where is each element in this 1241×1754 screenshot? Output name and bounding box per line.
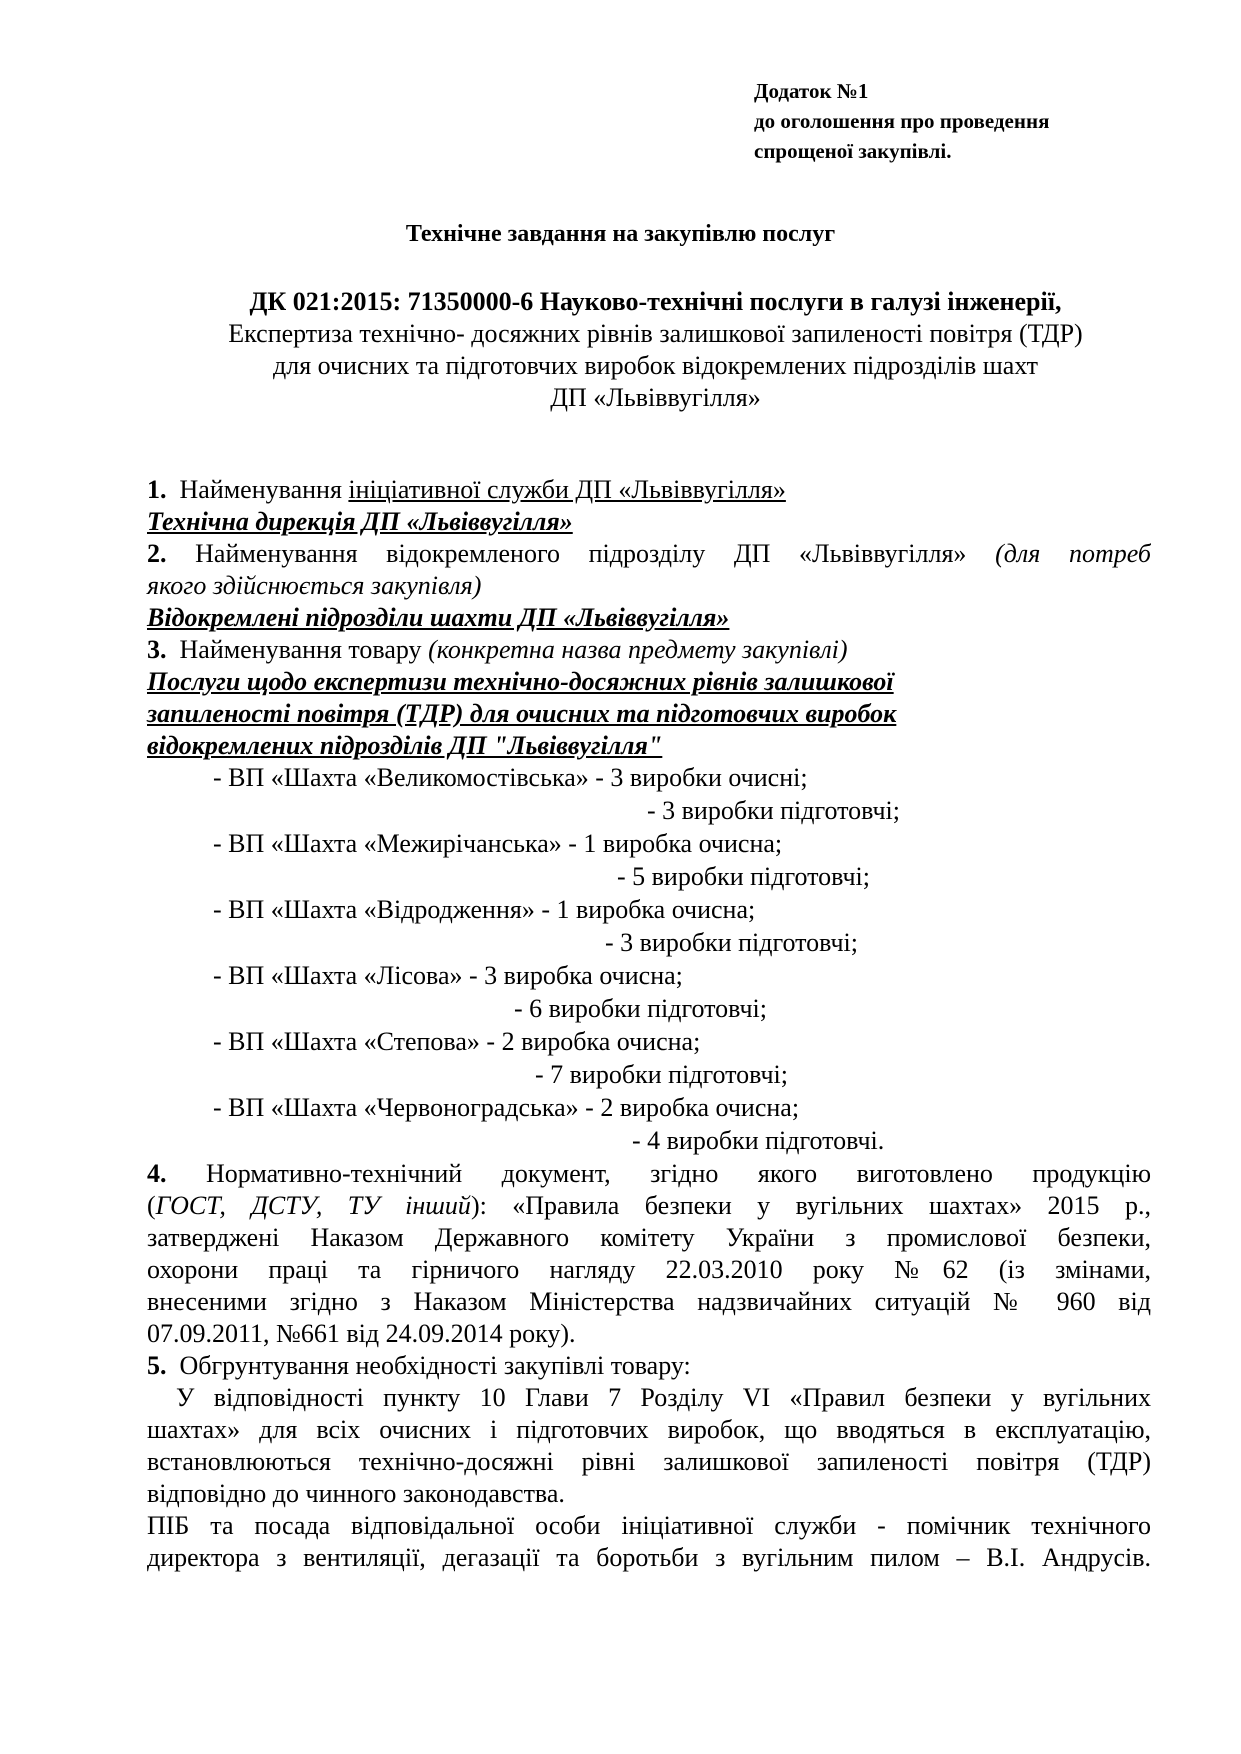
shaft-item — [213, 828, 1151, 894]
section-3-note: (конкретна назва предмету закупівлі) — [428, 635, 848, 664]
section-4-paren: ( — [147, 1191, 156, 1220]
section-3-value-line-3: відокремлених підрозділів ДП "Львіввугілля" — [147, 731, 663, 760]
shaft-item — [213, 894, 1151, 960]
section-5-line-4: відповідно до чинного законодавства. — [147, 1479, 565, 1508]
dk-line-4: ДП «Львіввугілля» — [550, 383, 761, 412]
shaft-item-cleaning: - ВП «Шахта «Степова» - 2 виробка очисна; — [213, 1027, 701, 1056]
section-5-line-2: шахтах» для всіх очисних і підготовчих виробок, що вводяться в експлуатацію, — [147, 1415, 1151, 1444]
annex-line-3: спрощеної закупівлі. — [754, 139, 952, 163]
section-5-line-1: У відповідності пункту 10 Глави 7 Розділу VI «Правил безпеки у вугільних — [176, 1383, 1151, 1412]
annex-line-2: до оголошення про проведення — [754, 109, 1050, 133]
shaft-item-cleaning: - ВП «Шахта «Червоноградська» - 2 виробка очисна; — [213, 1093, 800, 1122]
section-4-line-5: внесеними згідно з Наказом Міністерства надзвичайних ситуацій № 960 від — [147, 1287, 1151, 1316]
shaft-item-preparatory: - 5 виробки підготовчі; — [617, 862, 870, 891]
section-2-label: Найменування відокремленого підрозділу ДП «Львіввугілля» — [195, 539, 967, 568]
document-title: Технічне завдання на закупівлю послуг — [405, 221, 836, 247]
dk-code-line: ДК 021:2015: 71350000-6 Науково-технічні послуги в галузі інженерії, — [249, 287, 1062, 316]
shaft-item-cleaning: - ВП «Шахта «Великомостівська» - 3 виробки очисні; — [213, 763, 808, 792]
section-3-number: 3. — [147, 635, 167, 664]
section-5-line-3: встановлюються технічно-досяжні рівні залишкової запиленості повітря (ТДР) — [147, 1447, 1151, 1476]
annex-line-1: Додаток №1 — [754, 79, 869, 103]
shaft-item — [213, 1026, 1151, 1092]
shaft-item — [213, 762, 1151, 828]
section-5-heading — [147, 1350, 1151, 1382]
section-4-number: 4. — [147, 1159, 167, 1188]
shaft-item-cleaning: - ВП «Шахта «Межирічанська» - 1 виробка очисна; — [213, 829, 783, 858]
section-2-note-a: (для потреб — [995, 539, 1151, 568]
shaft-item — [213, 1092, 1151, 1158]
shaft-item-cleaning: - ВП «Шахта «Відродження» - 1 виробка очисна; — [213, 895, 756, 924]
shaft-list — [147, 762, 1151, 1158]
dk-classification — [0, 286, 1241, 414]
section-3-label: Найменування товару — [179, 635, 422, 664]
shaft-item-preparatory: - 4 виробки підготовчі. — [632, 1126, 885, 1155]
section-4-line-4: охорони праці та гірничого нагляду 22.03.2010 року №62 (із змінами, — [147, 1255, 1151, 1284]
section-4-line-3: затверджені Наказом Державного комітету України з промислової безпеки, — [147, 1223, 1151, 1252]
section-2-number: 2. — [147, 539, 167, 568]
responsible-line-2: директора з вентиляції, дегазації та боротьби з вугільним пилом – В.І. Андрусів. — [147, 1543, 1151, 1572]
section-5-number: 5. — [147, 1351, 167, 1380]
section-4-text-1: Нормативно-технічний документ, згідно якого виготовлено продукцію — [206, 1159, 1151, 1188]
section-1-heading — [147, 474, 1151, 506]
responsible-line-1: ПІБ та посада відповідальної особи ініціативної служби - помічник технічного — [147, 1511, 1151, 1540]
section-4-line-1 — [147, 1158, 1151, 1190]
section-2-note-b: якого здійснюється закупівля) — [147, 571, 482, 600]
shaft-item-preparatory: - 3 виробки підготовчі; — [605, 928, 858, 957]
section-5-label: Обгрунтування необхідності закупівлі товару: — [179, 1351, 691, 1380]
section-4-standards: ГОСТ, ДСТУ, ТУ інший — [155, 1191, 471, 1220]
section-1-label: Найменування — [179, 475, 342, 504]
shaft-item-preparatory: - 6 виробки підготовчі; — [514, 994, 767, 1023]
section-3-value-line-1: Послуги щодо експертизи технічно-досяжних рівнів залишкової — [147, 667, 894, 696]
section-4-line-2 — [147, 1190, 1151, 1222]
annex-block — [754, 76, 1049, 166]
section-1-value: Технічна дирекція ДП «Львіввугілля» — [147, 507, 573, 536]
document-body — [147, 474, 1151, 1574]
section-4-line-6: 07.09.2011, №661 від 24.09.2014 року). — [147, 1319, 576, 1348]
shaft-item-preparatory: - 3 виробки підготовчі; — [647, 796, 900, 825]
dk-line-3: для очисних та підготовчих виробок відокремлених підрозділів шахт — [272, 351, 1039, 380]
section-2-value: Відокремлені підрозділи шахти ДП «Львіввугілля» — [147, 603, 730, 632]
section-2-heading — [147, 538, 1151, 570]
shaft-item-cleaning: - ВП «Шахта «Лісова» - 3 виробка очисна; — [213, 961, 683, 990]
section-1-label-underlined: ініціативної служби ДП «Львіввугілля» — [348, 475, 786, 504]
shaft-item — [213, 960, 1151, 1026]
shaft-item-preparatory: - 7 виробки підготовчі; — [535, 1060, 788, 1089]
section-3-heading — [147, 634, 1151, 666]
section-3-value-line-2: запиленості повітря (ТДР) для очисних та підготовчих виробок — [147, 699, 897, 728]
section-1-number: 1. — [147, 475, 167, 504]
dk-line-2: Експертиза технічно- досяжних рівнів залишкової запиленості повітря (ТДР) — [228, 319, 1083, 348]
section-4-text-2: ): «Правила безпеки у вугільних шахтах» 2015 р., — [470, 1191, 1151, 1220]
